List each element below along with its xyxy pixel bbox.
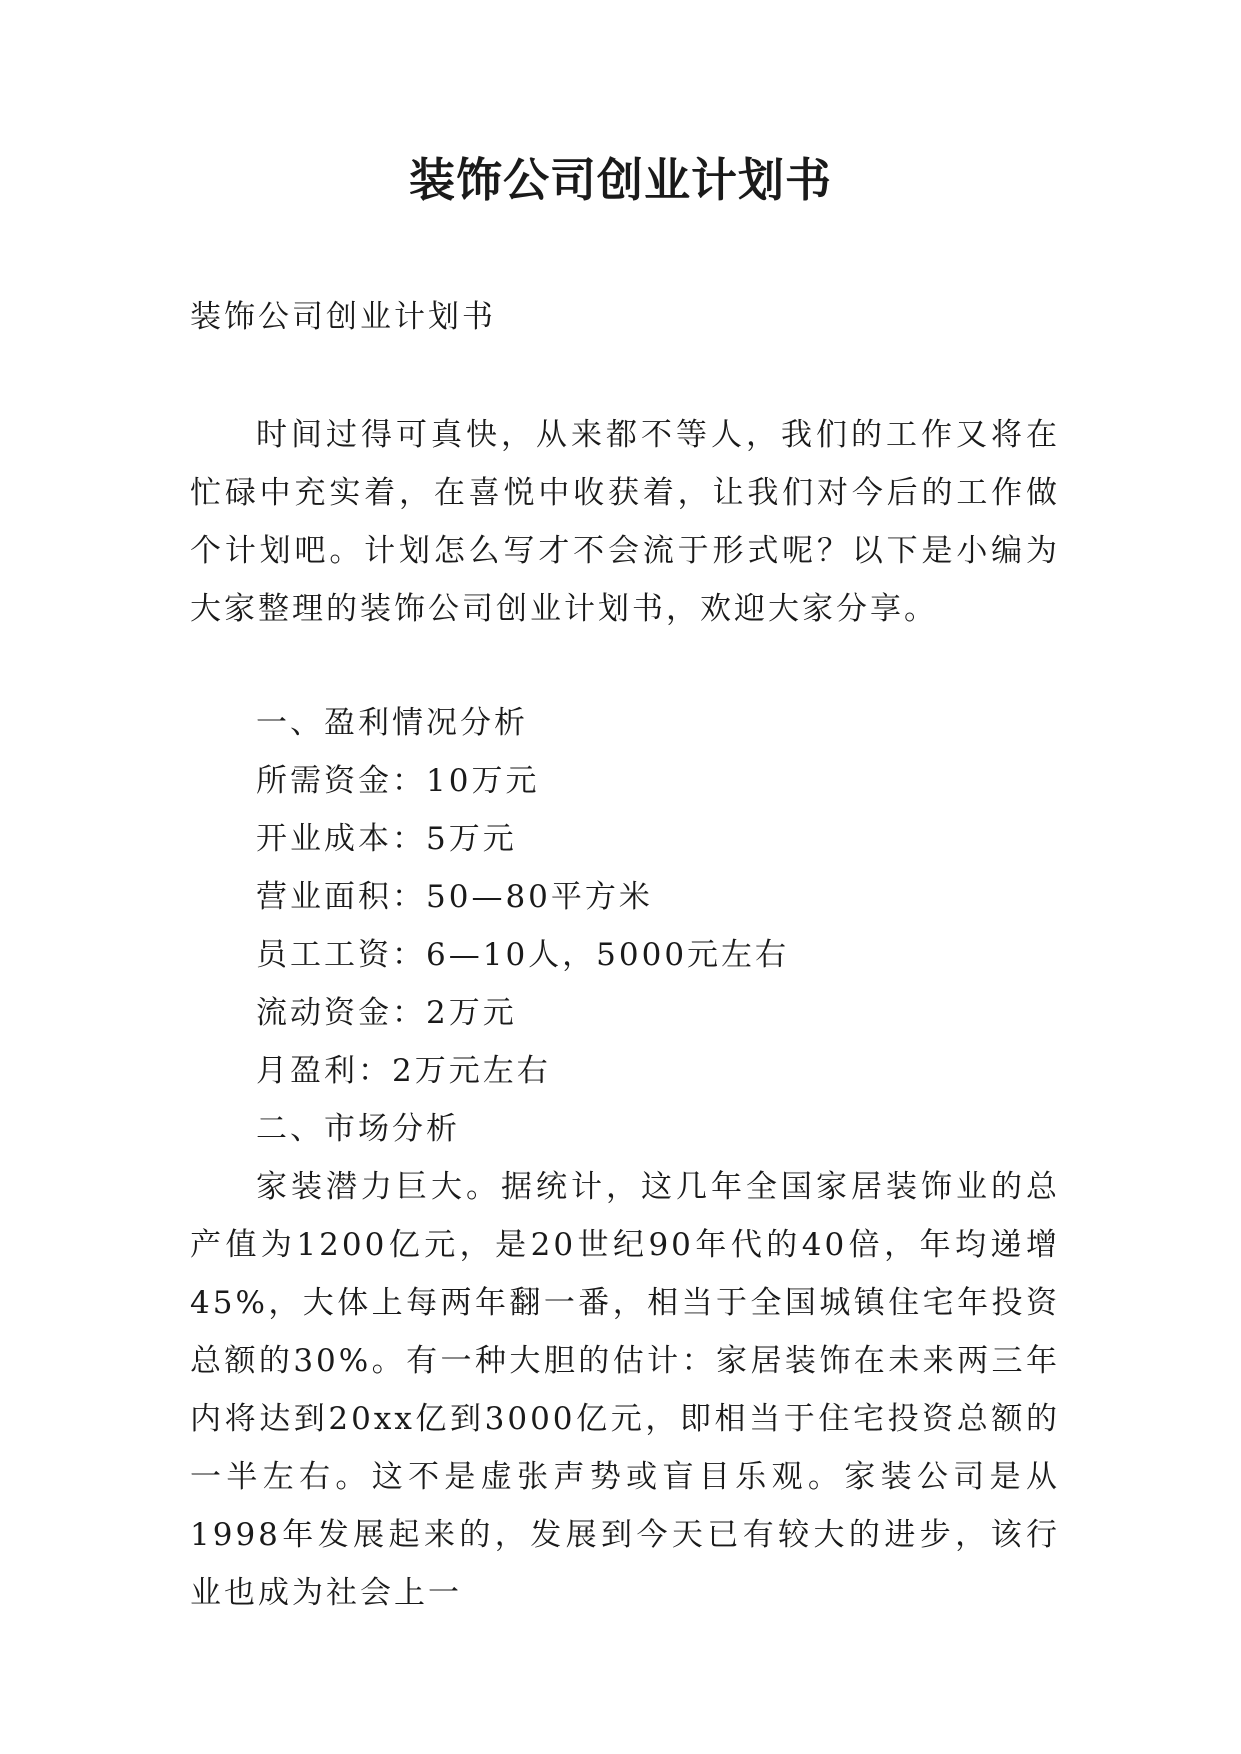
section-heading-market: 二、市场分析 bbox=[256, 1111, 460, 1147]
list-item: 流动资金：2万元 bbox=[256, 995, 517, 1031]
content-section bbox=[190, 694, 1060, 1622]
document-title: 装饰公司创业计划书 bbox=[409, 153, 832, 207]
list-item: 月盈利：2万元左右 bbox=[256, 1053, 551, 1089]
market-paragraph: 家装潜力巨大。据统计，这几年全国家居装饰业的总产值为1200亿元，是20世纪90年代的40倍，年均递增45%，大体上每两年翻一番，相当于全国城镇住宅年投资总额的30%。有一种大胆的估计：家居装饰在未来两三年内将达到20xx亿到3000亿元，即相当于住宅投资总额的一半左右。这不是虚张声势或盲目乐观。家装公司是从1998年发展起来的，发展到今天已有较大的进步，该行业也成为社会上一 bbox=[190, 1169, 1060, 1611]
section-heading-profit: 一、盈利情况分析 bbox=[256, 705, 528, 741]
list-item: 营业面积：50—80平方米 bbox=[256, 879, 653, 915]
list-item: 所需资金：10万元 bbox=[256, 763, 540, 799]
document-subtitle: 装饰公司创业计划书 bbox=[190, 299, 496, 335]
list-item: 开业成本：5万元 bbox=[256, 821, 517, 857]
intro-paragraph: 时间过得可真快，从来都不等人，我们的工作又将在忙碌中充实着，在喜悦中收获着，让我们对今后的工作做个计划吧。计划怎么写才不会流于形式呢？以下是小编为大家整理的装饰公司创业计划书，欢迎大家分享。 bbox=[190, 417, 1060, 627]
list-item: 员工工资：6—10人，5000元左右 bbox=[256, 937, 790, 973]
